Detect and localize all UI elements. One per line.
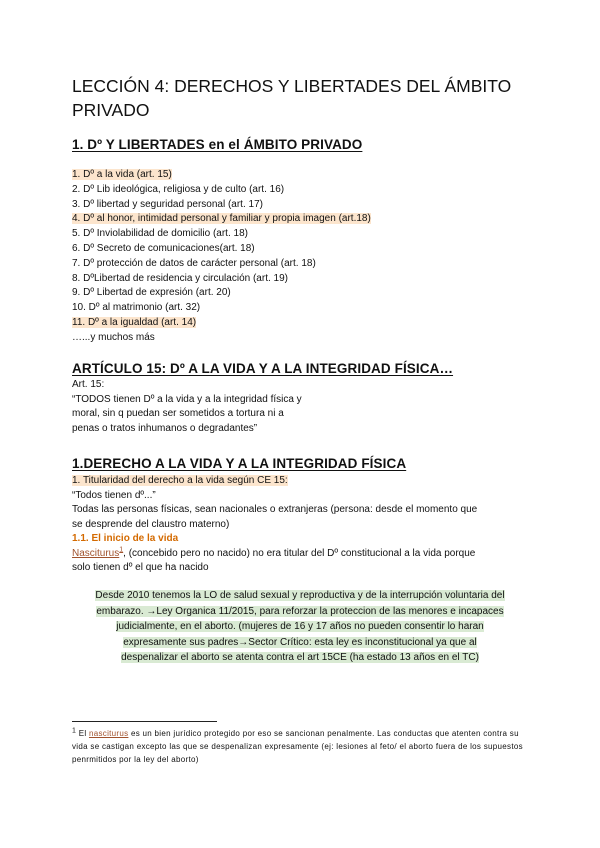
footnote-link[interactable]: nasciturus bbox=[88, 729, 129, 738]
list-item: 6. Dº Secreto de comunicaciones(art. 18) bbox=[72, 242, 255, 254]
list-item: 11. Dº a la igualdad (art. 14) bbox=[72, 316, 197, 328]
highlighted-paragraph bbox=[72, 588, 528, 666]
paragraph-line: “Todos tienen dº...” bbox=[72, 489, 156, 501]
list-item: 9. Dº Libertad de expresión (art. 20) bbox=[72, 287, 231, 299]
footnote-ref[interactable]: 1 bbox=[119, 546, 124, 554]
rights-list bbox=[72, 168, 371, 346]
quote-line: “TODOS tienen Dº a la vida y a la integridad física y bbox=[72, 393, 302, 405]
paragraph-line: solo tienen dº el que ha nacido bbox=[72, 562, 209, 573]
paragraph-line: Nasciturus$^1$, (concebido pero no nacido) no era titular del Dº constitucional a la vida porque bbox=[72, 546, 476, 559]
list-item: 5. Dº Inviolabilidad de domicilio (art. 18) bbox=[72, 228, 248, 240]
nasciturus-link[interactable]: Nasciturus bbox=[72, 547, 120, 559]
list-item: 3. Dº libertad y seguridad personal (art. 17) bbox=[72, 198, 263, 210]
paragraph-line: Todas las personas físicas, sean nacionales o extranjeras (persona: desde el momento que bbox=[72, 504, 478, 515]
subheading: 1. Titularidad del derecho a la vida según CE 15: bbox=[72, 475, 288, 486]
quote-line: penas o tratos inhumanos o degradantes” bbox=[72, 422, 258, 434]
section1-heading: 1. Dº Y LIBERTADES en el ÁMBITO PRIVADO bbox=[72, 137, 363, 152]
subsubheading: 1.1. El inicio de la vida bbox=[72, 533, 179, 544]
article15-quote bbox=[72, 378, 302, 436]
footnote-divider bbox=[72, 721, 217, 722]
paragraph-line: se desprende del claustro materno) bbox=[72, 518, 230, 530]
article-ref: Art. 15: bbox=[72, 379, 105, 390]
highlighted-line: judicialmente, en el aborto. (mujeres de 16 y 17 años no pueden consentir lo haran bbox=[116, 621, 484, 632]
highlighted-line: embarazo. →Ley Organica 11/2015, para reforzar la proteccion de las menores e incapaces bbox=[96, 605, 504, 617]
list-item: …...y muchos más bbox=[72, 331, 155, 343]
section2-heading: 1.DERECHO A LA VIDA Y A LA INTEGRIDAD FÍSICA bbox=[72, 456, 407, 471]
section2-body bbox=[72, 474, 477, 576]
highlighted-line: Desde 2010 tenemos la LO de salud sexual y reproductiva y de la interrupción voluntaria del bbox=[95, 590, 505, 601]
list-item: 1. Dº a la vida (art. 15) bbox=[72, 169, 172, 180]
list-item: 2. Dº Lib ideológica, religiosa y de culto (art. 16) bbox=[72, 183, 285, 195]
quote-line: moral, sin q puedan ser sometidos a tortura ni a bbox=[72, 408, 284, 419]
list-item: 10. Dº al matrimonio (art. 32) bbox=[72, 302, 201, 314]
list-item: 8. DºLibertad de residencia y circulación (art. 19) bbox=[72, 272, 288, 284]
highlighted-line: expresamente sus padres→Sector Crítico: esta ley es inconstitucional ya que al bbox=[123, 636, 477, 648]
footnote: $^1$ El nasciturus es un bien jurídico protegido por eso se sancionan penalmente. Las conductas que atenten contra su vida se castigan excepto las que se despenalizan expresamente (ej: lesiones al feto/ el aborto fuera de los supuestos penrmitidos por la ley del aborto) bbox=[72, 727, 523, 764]
footnote-number: 1 bbox=[72, 727, 77, 735]
article15-heading: ARTÍCULO 15: Dº A LA VIDA Y A LA INTEGRIDAD FÍSICA… bbox=[72, 361, 454, 376]
page-title: LECCIÓN 4: DERECHOS Y LIBERTADES DEL ÁMBITO PRIVADO bbox=[72, 76, 512, 120]
list-item: 7. Dº protección de datos de carácter personal (art. 18) bbox=[72, 257, 316, 269]
list-item: 4. Dº al honor, intimidad personal y familiar y propia imagen (art.18) bbox=[72, 213, 371, 225]
highlighted-line: despenalizar el aborto se atenta contra el art 15CE (ha estado 13 años en el TC) bbox=[121, 652, 479, 663]
